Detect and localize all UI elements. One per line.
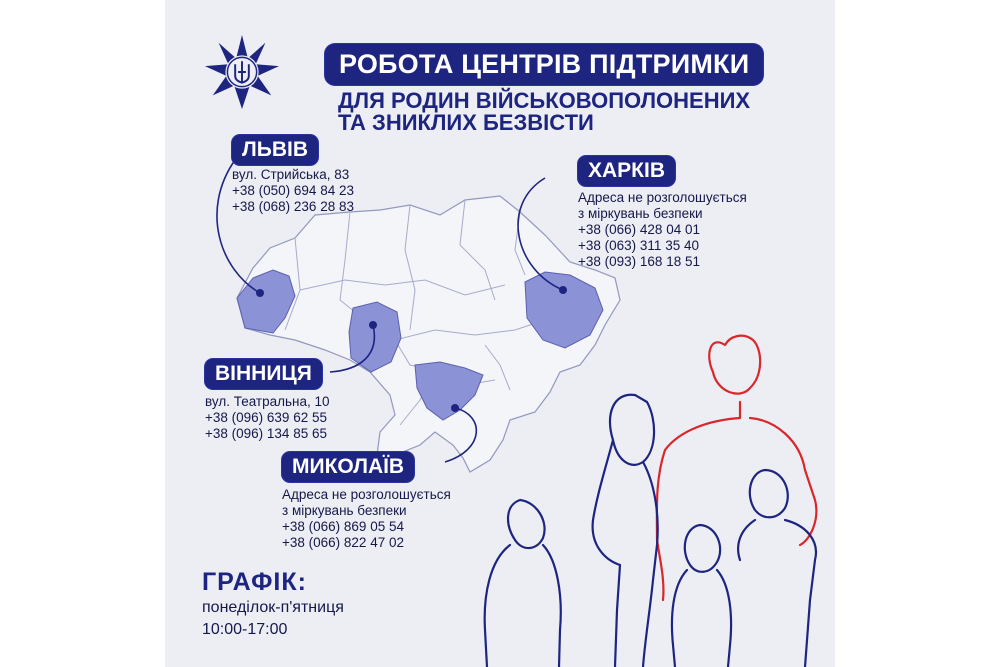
kharkiv-phone-3: +38 (093) 168 18 51 bbox=[578, 254, 700, 269]
vinnytsia-info bbox=[205, 394, 330, 442]
schedule-days: понеділок-п'ятниця bbox=[202, 599, 344, 616]
kharkiv-address-line-2: з міркувань безпеки bbox=[578, 206, 703, 221]
marker-vinnytsia bbox=[369, 321, 377, 329]
lviv-phone-1: +38 (050) 694 84 23 bbox=[232, 183, 354, 198]
lviv-info bbox=[232, 167, 354, 215]
schedule-hours: 10:00-17:00 bbox=[202, 621, 288, 638]
main-title: РОБОТА ЦЕНТРІВ ПІДТРИМКИ bbox=[325, 44, 763, 85]
mykolaiv-phone-2: +38 (066) 822 47 02 bbox=[282, 535, 404, 550]
schedule-title: ГРАФІК: bbox=[202, 568, 307, 596]
lviv-phone-2: +38 (068) 236 28 83 bbox=[232, 199, 354, 214]
city-label-lviv: ЛЬВІВ bbox=[232, 135, 318, 165]
child-boy-outline bbox=[738, 470, 816, 667]
woman-outline bbox=[593, 395, 658, 667]
subtitle-line-2: ТА ЗНИКЛИХ БЕЗВІСТИ bbox=[338, 110, 594, 135]
lviv-address: вул. Стрийська, 83 bbox=[232, 167, 350, 182]
marker-lviv bbox=[256, 289, 264, 297]
child-left-outline bbox=[485, 500, 561, 667]
city-label-kharkiv: ХАРКІВ bbox=[578, 156, 675, 186]
city-label-mykolaiv: МИКОЛАЇВ bbox=[282, 452, 414, 482]
mykolaiv-address-line-2: з міркувань безпеки bbox=[282, 503, 407, 518]
kharkiv-address-line-1: Адреса не розголошується bbox=[578, 190, 747, 205]
ukraine-map bbox=[165, 0, 835, 667]
kharkiv-info bbox=[578, 190, 747, 270]
marker-mykolaiv bbox=[451, 404, 459, 412]
subtitle-line-1: ДЛЯ РОДИН ВІЙСЬКОВОПОЛОНЕНИХ bbox=[338, 88, 751, 113]
mykolaiv-phone-1: +38 (066) 869 05 54 bbox=[282, 519, 404, 534]
city-label-vinnytsia: ВІННИЦЯ bbox=[205, 359, 322, 389]
man-outline bbox=[657, 336, 816, 600]
marker-kharkiv bbox=[559, 286, 567, 294]
child-middle-outline bbox=[672, 525, 731, 667]
vinnytsia-phone-2: +38 (096) 134 85 65 bbox=[205, 426, 327, 441]
vinnytsia-phone-1: +38 (096) 639 62 55 bbox=[205, 410, 327, 425]
mykolaiv-info bbox=[282, 487, 451, 551]
mykolaiv-address-line-1: Адреса не розголошується bbox=[282, 487, 451, 502]
kharkiv-phone-2: +38 (063) 311 35 40 bbox=[578, 238, 699, 253]
vinnytsia-address: вул. Театральна, 10 bbox=[205, 394, 330, 409]
poster bbox=[165, 0, 835, 667]
kharkiv-phone-1: +38 (066) 428 04 01 bbox=[578, 222, 700, 237]
